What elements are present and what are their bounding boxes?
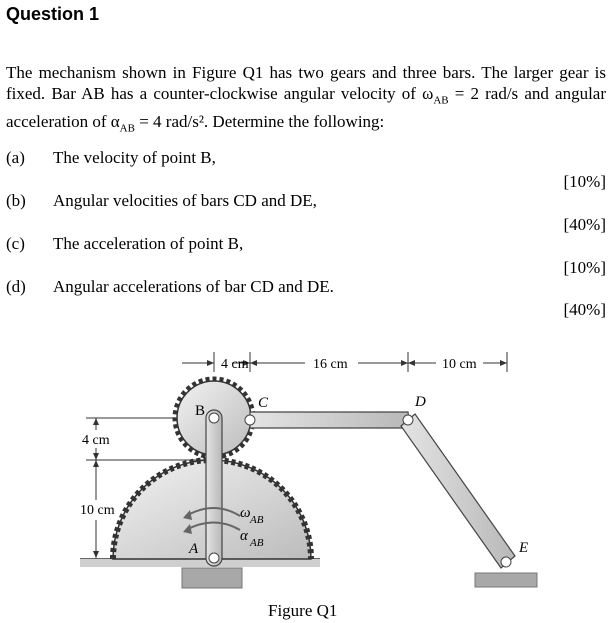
marks-b: [40%]: [563, 215, 606, 234]
ground: [80, 559, 537, 588]
intro-text-3: = 4 rad/s². Determine the following:: [134, 112, 385, 132]
question-text: The acceleration of point B,: [53, 234, 244, 253]
dim-4cm-top: 4 cm: [221, 357, 249, 372]
figure-caption: Figure Q1: [268, 601, 338, 620]
marks-a: [10%]: [563, 172, 606, 191]
intro-text-1: The mechanism shown in Figure Q1 has two gears and three bars. The larger gear is fixed. Bar AB has a counter-clockwise angular velocity of ω: [6, 63, 606, 103]
question-text: Angular accelerations of bar CD and DE.: [53, 277, 334, 296]
bar-ab: [206, 410, 222, 566]
point-c-label: C: [258, 395, 269, 411]
question-text: The velocity of point B,: [53, 148, 216, 167]
problem-statement: [6, 62, 606, 140]
point-a-label: A: [189, 541, 199, 557]
point-d-label: D: [415, 394, 426, 410]
question-label: (a): [6, 148, 25, 167]
dim-10cm-left: 10 cm: [80, 503, 115, 518]
omega-sub: AB: [250, 514, 264, 526]
alpha-subscript: AB: [119, 122, 135, 135]
point-b-label: B: [195, 403, 206, 419]
question-heading: Question 1: [6, 4, 100, 24]
dim-16cm: 16 cm: [313, 357, 348, 372]
dim-10cm-top: 10 cm: [442, 357, 477, 372]
question-text: Angular velocities of bars CD and DE,: [53, 191, 317, 210]
alpha-sub: AB: [250, 537, 264, 549]
dim-4cm-left: 4 cm: [82, 433, 110, 448]
marks-c: [10%]: [563, 258, 606, 277]
question-label: (d): [6, 277, 26, 296]
bar-cd: [245, 412, 410, 428]
intro-text-2: = 2 rad/s and angular acceleration of α: [6, 84, 606, 132]
question-label: (c): [6, 234, 25, 253]
point-e-label: E: [519, 540, 529, 556]
mechanism-figure: [0, 340, 610, 623]
marks-d: [40%]: [563, 300, 606, 319]
omega-subscript: AB: [433, 94, 449, 107]
alpha-label: α: [240, 528, 248, 544]
bar-de: [401, 414, 515, 568]
omega-label: ω: [240, 505, 251, 521]
question-label: (b): [6, 191, 26, 210]
